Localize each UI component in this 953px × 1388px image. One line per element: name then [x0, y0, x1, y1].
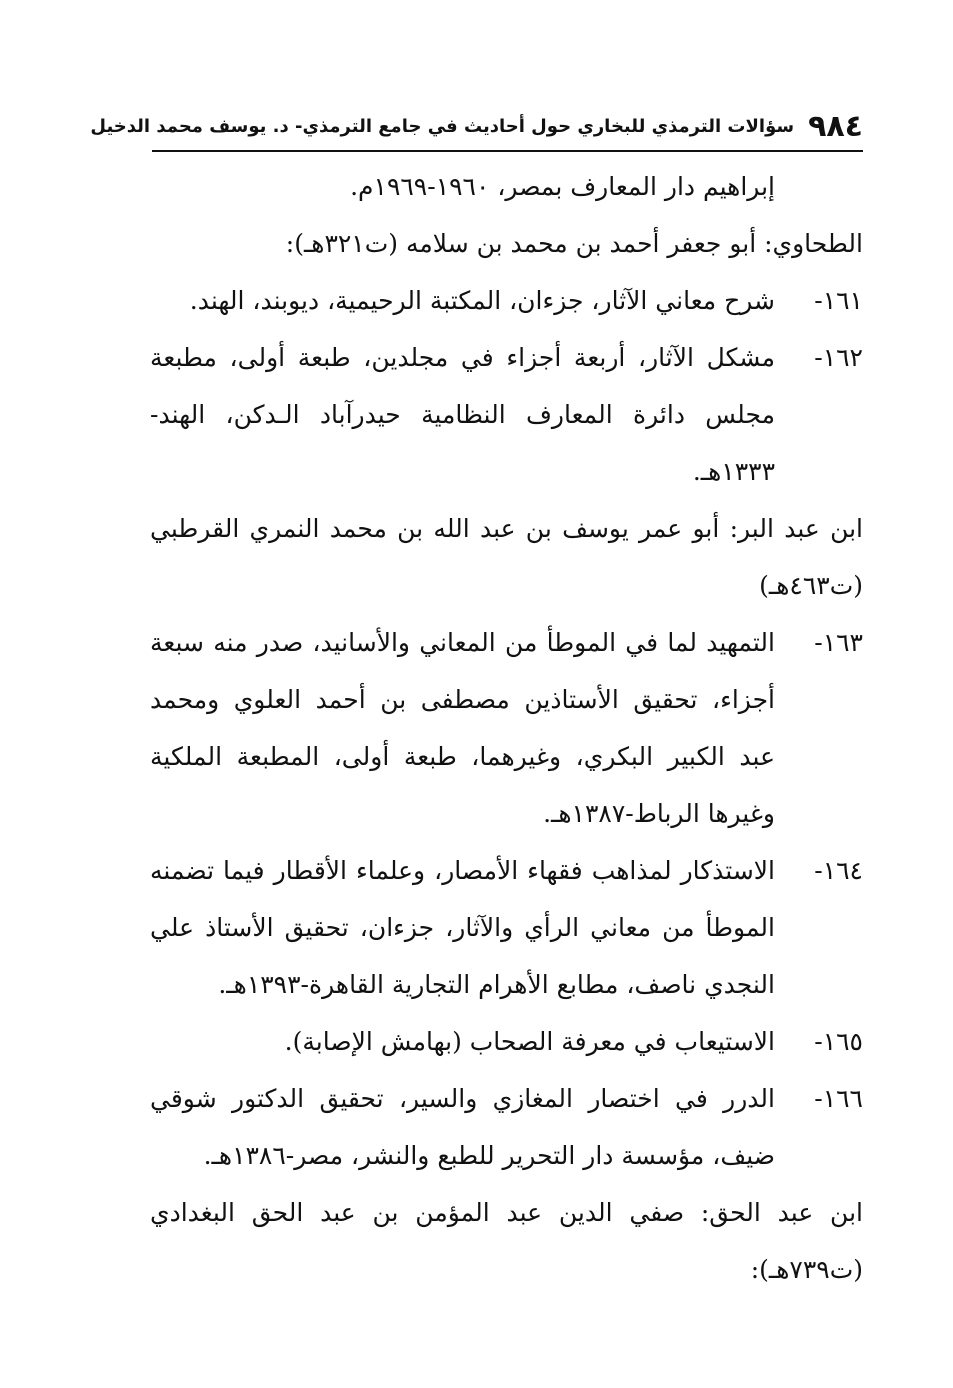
author-heading: ابن عبد الحق: صفي الدين عبد المؤمن بن عبد الحق البغدادي [150, 1198, 863, 1227]
entry-number: ١٦٥- [814, 1027, 863, 1056]
author-heading: ابن عبد البر: أبو عمر يوسف بن عبد الله بن محمد النمري القرطبي [150, 514, 863, 543]
entry-text: الدرر في اختصار المغازي والسير، تحقيق الدكتور شوقي [150, 1084, 775, 1113]
author-heading-cont: (ت٤٦٣هـ) [759, 571, 863, 600]
entry-text: مجلس دائرة المعارف النظامية حيدرآباد الـدكن، الهند- [150, 400, 775, 429]
entry-text: النجدي ناصف، مطابع الأهرام التجارية القاهرة-١٣٩٣هـ. [218, 970, 775, 999]
text-line: إبراهيم دار المعارف بمصر، ١٩٦٠-١٩٦٩م. [350, 172, 775, 201]
entry-text: عبد الكبير البكري، وغيرهما، طبعة أولى، المطبعة الملكية [150, 742, 775, 771]
entry-165 [150, 1013, 863, 1070]
entry-text: التمهيد لما في الموطأ من المعاني والأسانيد، صدر منه سبعة [150, 628, 775, 657]
entry-number: ١٦٦- [814, 1084, 863, 1113]
entry-text: وغيرها الرباط-١٣٨٧هـ. [543, 799, 775, 828]
author-heading: الطحاوي: أبو جعفر أحمد بن محمد بن سلامه (ت٣٢١هـ): [285, 229, 863, 258]
entry-text: ضيف، مؤسسة دار التحرير للطبع والنشر، مصر-١٣٨٦هـ. [203, 1141, 775, 1170]
entry-text: شرح معاني الآثار، جزءان، المكتبة الرحيمية، ديوبند، الهند. [189, 286, 775, 315]
entry-166 [150, 1070, 863, 1184]
entry-164 [150, 842, 863, 1013]
entry-161 [150, 272, 863, 329]
entry-number: ١٦٣- [814, 628, 863, 657]
entry-number: ١٦٢- [814, 343, 863, 372]
entry-number: ١٦١- [814, 286, 863, 315]
entry-text: مشكل الآثار، أربعة أجزاء في مجلدين، طبعة أولى، مطبعة [150, 343, 775, 372]
author-heading-cont: (ت٧٣٩هـ): [750, 1255, 863, 1284]
entry-text: ١٣٣٣هـ. [692, 457, 775, 486]
entry-text: الموطأ من معاني الرأي والآثار، جزءان، تحقيق الأستاذ علي [150, 913, 775, 942]
entry-163 [150, 614, 863, 842]
entry-number: ١٦٤- [814, 856, 863, 885]
page-header [90, 106, 863, 152]
entry-text: الاستيعاب في معرفة الصحاب (بهامش الإصابة). [284, 1027, 775, 1056]
entry-162 [150, 329, 863, 500]
running-title: سؤالات الترمذي للبخاري حول أحاديث في جامع الترمذي- د. يوسف محمد الدخيل [90, 115, 795, 137]
entry-text: أجزاء، تحقيق الأستاذين مصطفى بن أحمد العلوي ومحمد [150, 685, 775, 714]
page-number: ٩٨٤ [808, 108, 863, 144]
page-body [150, 158, 863, 1298]
entry-text: الاستذكار لمذاهب فقهاء الأمصار، وعلماء الأقطار فيما تضمنه [150, 856, 775, 885]
